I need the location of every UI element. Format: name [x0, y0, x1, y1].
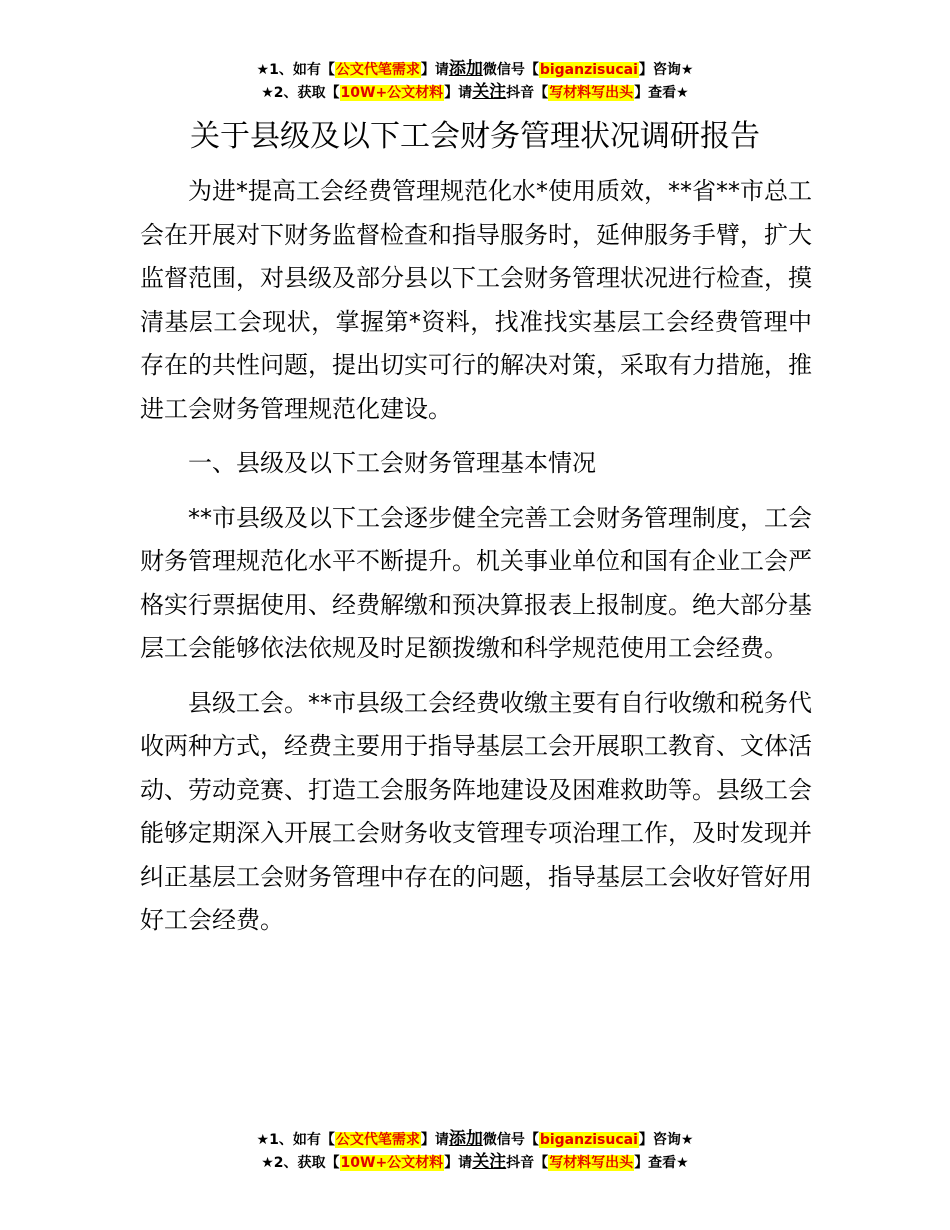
banner-emphasis: 关注 — [472, 1152, 507, 1172]
footer-banner — [0, 1128, 950, 1174]
paragraph-county-union: 县级工会。**市县级工会经费收缴主要有自行收缴和税务代收两种方式，经费主要用于指导基层工会开展职工教育、文体活动、劳动竞赛、打造工会服务阵地建设及困难救助等。县级工会能够定期深入开展工会财务收支管理专项治理工作，及时发现并纠正基层工会财务管理中存在的问题，指导基层工会收好管好用好工会经费。 — [140, 688, 812, 934]
banner-line-1 — [0, 58, 950, 81]
banner-line-2 — [0, 81, 950, 104]
paragraph-overview: **市县级及以下工会逐步健全完善工会财务管理制度，工会财务管理规范化水平不断提升。机关事业单位和国有企业工会严格实行票据使用、经费解缴和预决算报表上报制度。绝大部分基层工会能够依法依规及时足额拨缴和科学规范使用工会经费。 — [140, 503, 812, 662]
banner-highlight: 写材料写出头 — [549, 1155, 634, 1171]
banner-text: 抖音【 — [506, 85, 549, 101]
banner-emphasis: 添加 — [448, 1129, 483, 1149]
banner-text: 】请 — [444, 1155, 473, 1171]
banner-text: 】请 — [420, 1132, 449, 1148]
banner-line-1 — [0, 1128, 950, 1151]
banner-text: 】查看★ — [634, 1155, 689, 1171]
banner-text: 微信号【 — [482, 62, 539, 78]
banner-text: 】请 — [444, 85, 473, 101]
banner-text: 抖音【 — [506, 1155, 549, 1171]
document-title: 关于县级及以下工会财务管理状况调研报告 — [190, 119, 760, 154]
banner-highlight: 写材料写出头 — [549, 85, 634, 101]
banner-text: ★2、获取【 — [261, 1155, 340, 1171]
banner-text: 】请 — [420, 62, 449, 78]
banner-emphasis: 关注 — [472, 82, 507, 102]
banner-text: ★2、获取【 — [261, 85, 340, 101]
banner-text: 】查看★ — [634, 85, 689, 101]
header-banner — [0, 58, 950, 104]
banner-highlight: 10W+公文材料 — [340, 1155, 444, 1171]
banner-emphasis: 添加 — [448, 59, 483, 79]
section-heading: 一、县级及以下工会财务管理基本情况 — [188, 449, 596, 477]
banner-text: 】咨询★ — [638, 1132, 694, 1148]
banner-highlight: biganzisucai — [539, 1132, 638, 1148]
banner-highlight: 10W+公文材料 — [340, 85, 444, 101]
banner-text: 】咨询★ — [638, 62, 694, 78]
paragraph-intro: 为进*提高工会经费管理规范化水*使用质效，**省**市总工会在开展对下财务监督检查和指导服务时，延伸服务手臂，扩大监督范围，对县级及部分县以下工会财务管理状况进行检查，摸清基层工会现状，掌握第*资料，找准找实基层工会经费管理中存在的共性问题，提出切实可行的解决对策，采取有力措施，推进工会财务管理规范化建设。 — [140, 177, 812, 423]
banner-line-2 — [0, 1151, 950, 1174]
banner-highlight: 公文代笔需求 — [335, 1132, 420, 1148]
banner-text: ★1、如有【 — [256, 1132, 335, 1148]
banner-text: ★1、如有【 — [256, 62, 335, 78]
document-body — [140, 170, 812, 954]
banner-highlight: biganzisucai — [539, 62, 638, 78]
banner-highlight: 公文代笔需求 — [335, 62, 420, 78]
banner-text: 微信号【 — [482, 1132, 539, 1148]
